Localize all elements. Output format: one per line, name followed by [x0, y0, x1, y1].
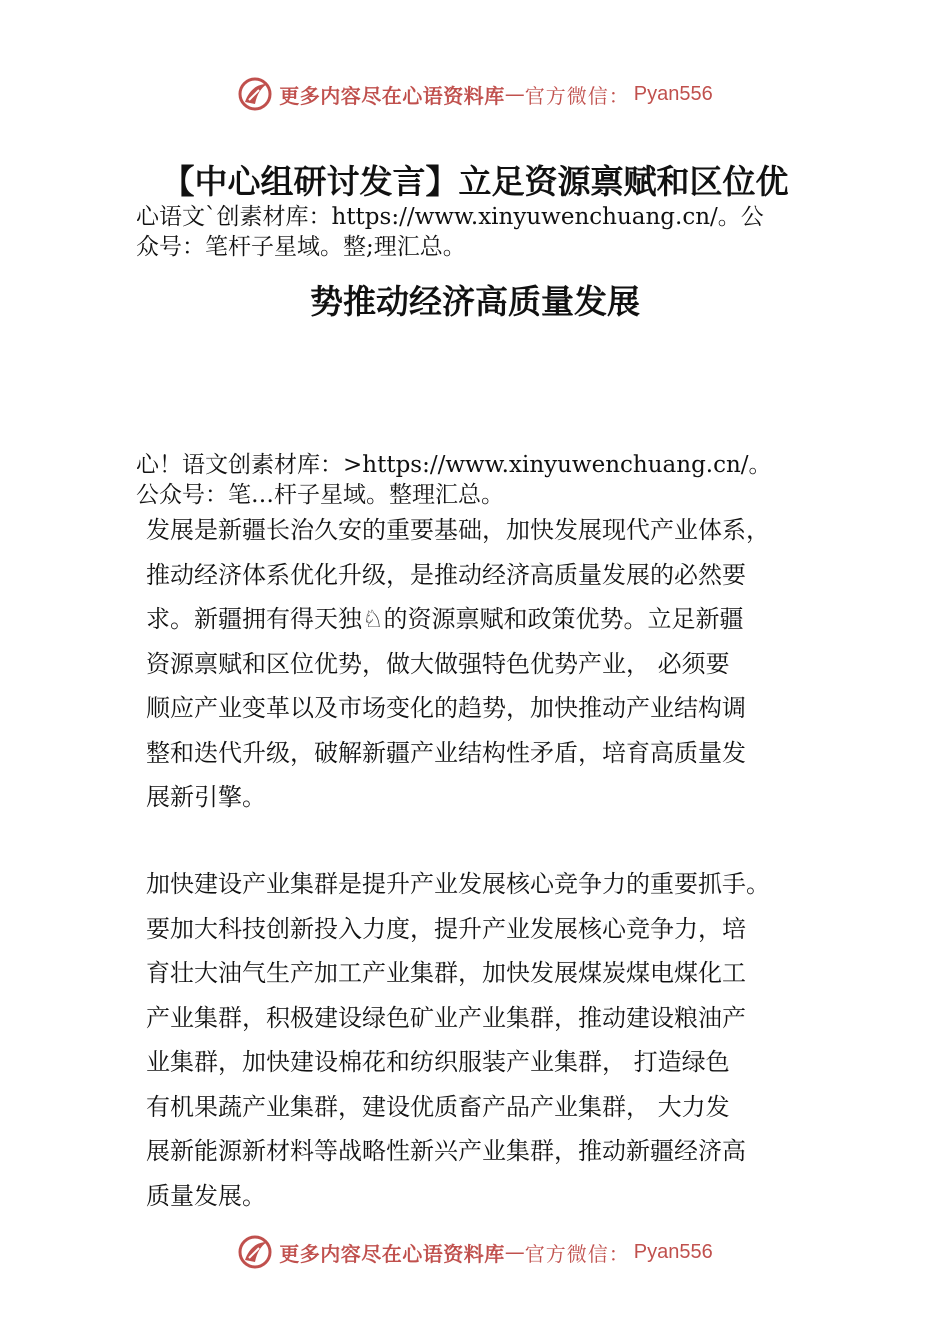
- paragraph-line: 资源禀赋和区位优势，做大做强特色优势产业， 必须要: [146, 649, 730, 678]
- paragraph-line: 推动经济体系优化升级，是推动经济高质量发展的必然要: [146, 560, 746, 589]
- document-title-line-1: 【中心组研讨发言】立足资源禀赋和区位优: [161, 162, 789, 201]
- paragraph-line: 求。新疆拥有得天独♘的资源禀赋和政策优势。立足新疆: [146, 605, 744, 633]
- paragraph-line: 育壮大油气生产加工产业集群，加快发展煤炭煤电煤化工: [146, 959, 746, 987]
- source-note-mid-line-1: 心！语文创素材库：>https://www.xinyuwenchuang.cn/。: [136, 452, 772, 478]
- banner-text: 更多内容尽在心语资料库: [279, 83, 505, 108]
- banner-wechat-label: 官方微信：: [524, 83, 630, 108]
- xinyu-logo-icon: [237, 1234, 273, 1270]
- body-paragraph-1: [146, 508, 846, 820]
- footer-banner: [0, 1232, 950, 1272]
- paragraph-line: 顺应产业变革以及市场变化的趋势，加快推动产业结构调: [146, 694, 746, 722]
- header-banner: [0, 74, 950, 114]
- banner-dash: —: [504, 1240, 525, 1264]
- paragraph-line: 加快建设产业集群是提升产业发展核心竞争力的重要抓手。: [146, 870, 770, 898]
- paragraph-line: 有机果蔬产业集群，建设优质畜产品产业集群， 大力发: [146, 1092, 730, 1121]
- paragraph-line: 展新引擎。: [146, 783, 266, 811]
- source-note-mid: [136, 450, 836, 510]
- banner-wechat-label: 官方微信：: [524, 1241, 630, 1266]
- banner-text: 更多内容尽在心语资料库: [279, 1241, 505, 1266]
- body-paragraph-2: [146, 862, 846, 1218]
- paragraph-line: 发展是新疆长治久安的重要基础，加快发展现代产业体系，: [146, 516, 770, 544]
- paragraph-line: 产业集群，积极建设绿色矿业产业集群，推动建设粮油产: [146, 1003, 746, 1032]
- source-note-top: [136, 202, 836, 262]
- paragraph-line: 质量发展。: [146, 1181, 266, 1210]
- source-note-mid-line-2: 公众号：笔…杆子星域。整理汇总。: [136, 482, 504, 508]
- paragraph-line: 业集群，加快建设棉花和纺织服装产业集群， 打造绿色: [146, 1048, 730, 1076]
- banner-dash: —: [504, 82, 525, 106]
- source-note-top-line-1: 心语文`创素材库：https://www.xinyuwenchuang.cn/。公: [136, 204, 764, 230]
- banner-wechat-id: Pyan556: [633, 82, 713, 105]
- paragraph-line: 要加大科技创新投入力度，提升产业发展核心竞争力，培: [146, 914, 746, 943]
- xinyu-logo-icon: [237, 76, 273, 112]
- banner-wechat-id: Pyan556: [633, 1240, 713, 1263]
- source-note-top-line-2: 众号：笔杆子星域。整;理汇总。: [136, 234, 466, 260]
- paragraph-line: 整和迭代升级，破解新疆产业结构性矛盾，培育高质量发: [146, 738, 746, 767]
- document-title-line-2: 势推动经济高质量发展: [310, 282, 640, 321]
- paragraph-line: 展新能源新材料等战略性新兴产业集群，推动新疆经济高: [146, 1137, 746, 1165]
